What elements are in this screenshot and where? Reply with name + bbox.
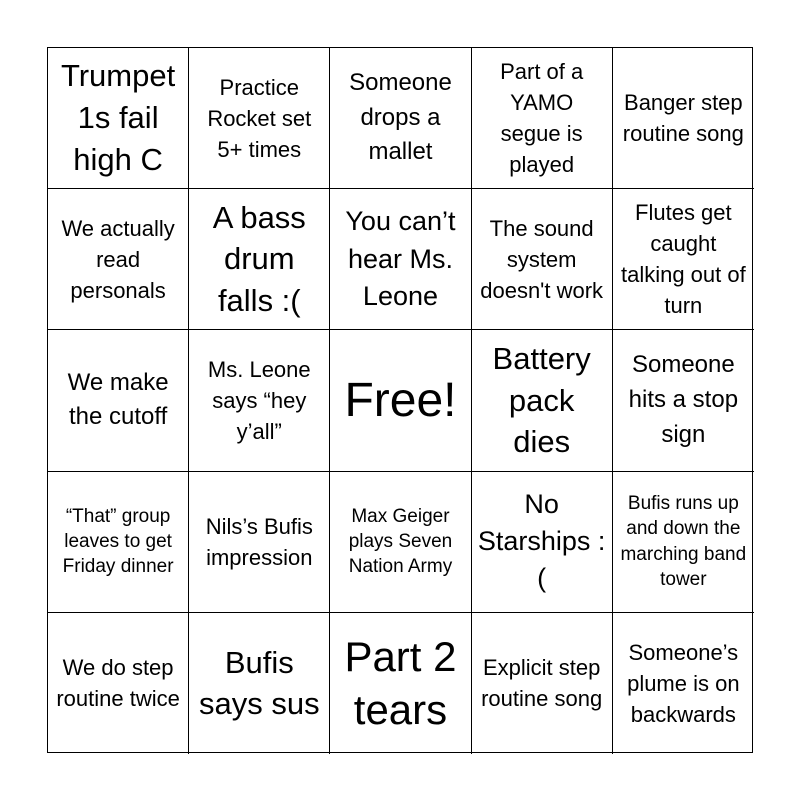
bingo-cell-text: We make the cutoff <box>67 368 169 431</box>
bingo-cell-text: Banger step routine song <box>622 90 744 147</box>
bingo-cell-r2c0[interactable] <box>48 330 189 471</box>
bingo-cell-text: Someone hits a stop sign <box>628 351 739 448</box>
bingo-cell-r1c2[interactable] <box>330 189 471 330</box>
bingo-cell-text: Bufis runs up and down the marching band tower <box>620 493 747 590</box>
bingo-cell-r4c2[interactable] <box>330 613 471 754</box>
bingo-cell-r2c3[interactable] <box>472 330 613 471</box>
bingo-cell-r0c3[interactable] <box>472 48 613 189</box>
bingo-cell-r1c3[interactable] <box>472 189 613 330</box>
bingo-cell-text: Max Geiger plays Seven Nation Army <box>348 505 453 578</box>
bingo-cell-text: Ms. Leone says “hey y’all” <box>207 356 311 444</box>
bingo-cell-r3c4[interactable] <box>613 472 754 613</box>
bingo-cell-text: You can’t hear Ms. Leone <box>345 206 456 311</box>
bingo-cell-r2c4[interactable] <box>613 330 754 471</box>
bingo-cell-text: Someone’s plume is on backwards <box>627 639 740 727</box>
bingo-cell-r3c0[interactable] <box>48 472 189 613</box>
bingo-cell-text: We actually read personals <box>61 215 175 303</box>
bingo-cell-text: Explicit step routine song <box>481 655 603 712</box>
bingo-cell-text: A bass drum falls :( <box>212 199 306 319</box>
bingo-cell-r4c3[interactable] <box>472 613 613 754</box>
bingo-cell-text: Practice Rocket set 5+ times <box>207 74 312 162</box>
bingo-board <box>47 47 753 753</box>
bingo-cell-text: Trumpet 1s fail high C <box>60 58 176 178</box>
bingo-cell-r3c3[interactable] <box>472 472 613 613</box>
bingo-cell-r1c0[interactable] <box>48 189 189 330</box>
bingo-cell-r4c0[interactable] <box>48 613 189 754</box>
bingo-cell-text: Battery pack dies <box>492 340 591 460</box>
bingo-cell-text: The sound system doesn't work <box>480 215 604 303</box>
bingo-cell-r3c1[interactable] <box>189 472 330 613</box>
bingo-cell-r1c1[interactable] <box>189 189 330 330</box>
bingo-cell-r2c1[interactable] <box>189 330 330 471</box>
bingo-cell-text: Flutes get caught talking out of turn <box>620 200 746 319</box>
bingo-cell-r0c1[interactable] <box>189 48 330 189</box>
free-space[interactable] <box>330 330 471 471</box>
bingo-cell-r1c4[interactable] <box>613 189 754 330</box>
bingo-cell-r4c4[interactable] <box>613 613 754 754</box>
bingo-cell-text: Free! <box>344 373 457 427</box>
bingo-cell-r3c2[interactable] <box>330 472 471 613</box>
bingo-cell-text: No Starships :( <box>477 488 606 594</box>
bingo-cell-text: We do step routine twice <box>56 655 180 712</box>
bingo-cell-text: Part of a YAMO segue is played <box>500 59 584 178</box>
bingo-cell-text: Someone drops a mallet <box>349 68 452 166</box>
bingo-cell-text: Nils’s Bufis impression <box>205 513 313 570</box>
bingo-cell-text: Part 2 tears <box>344 632 457 734</box>
bingo-cell-r0c0[interactable] <box>48 48 189 189</box>
bingo-cell-r4c1[interactable] <box>189 613 330 754</box>
bingo-cell-text: “That” group leaves to get Friday dinner <box>62 505 174 578</box>
bingo-cell-r0c4[interactable] <box>613 48 754 189</box>
bingo-cell-r0c2[interactable] <box>330 48 471 189</box>
bingo-cell-text: Bufis says sus <box>198 644 320 722</box>
